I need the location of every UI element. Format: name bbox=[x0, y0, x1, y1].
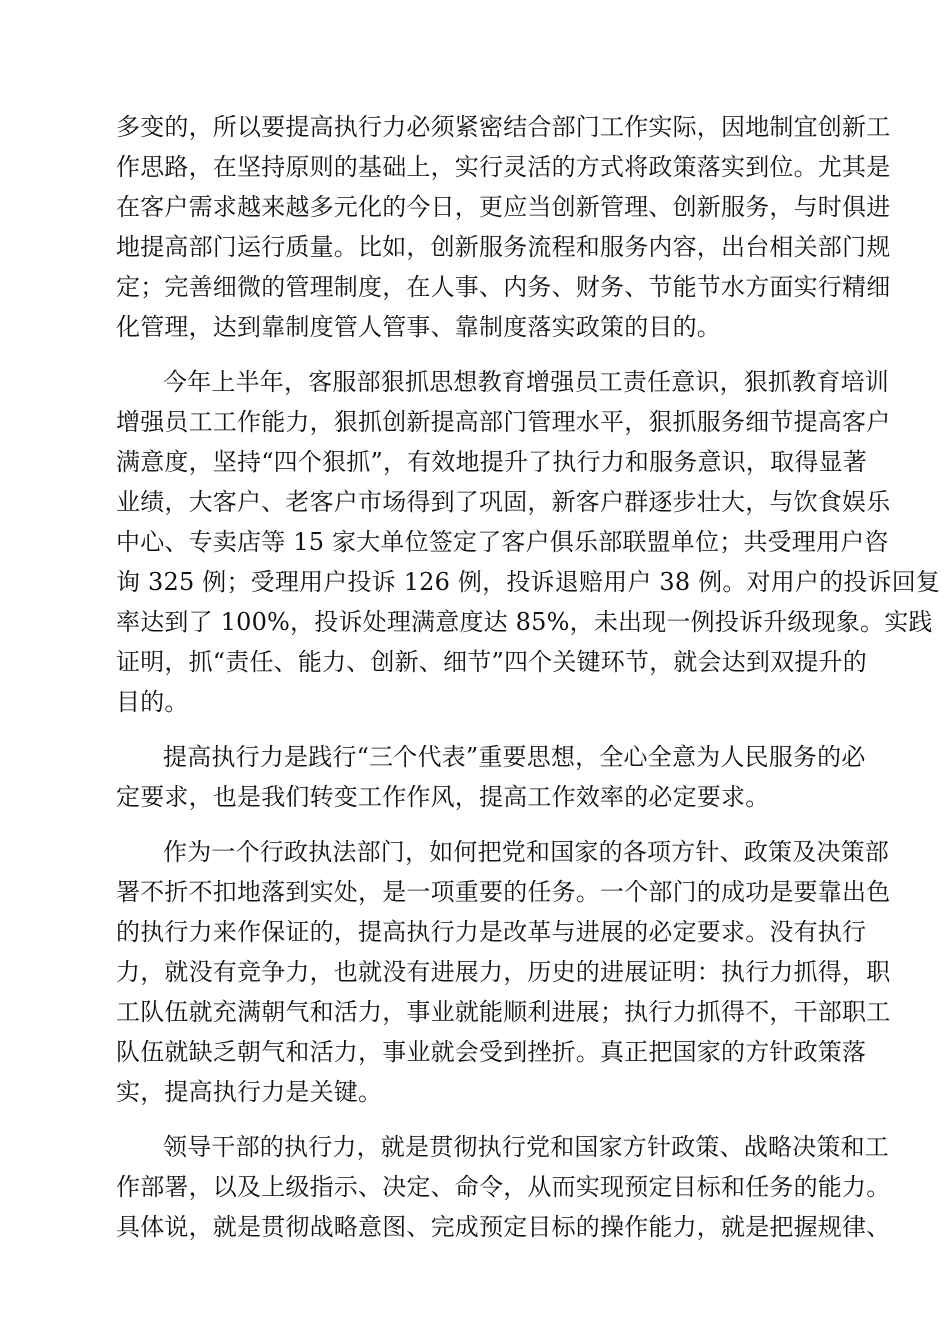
paragraph-2-line-4: 业绩，大客户、老客户市场得到了巩固，新客户群逐步壮大，与饮食娱乐 bbox=[116, 488, 891, 516]
paragraph-5-line-1: 领导干部的执行力，就是贯彻执行党和国家方针政策、战略决策和工 bbox=[163, 1133, 889, 1161]
paragraph-4-line-4: 力，就没有竞争力，也就没有进展力，历史的进展证明：执行力抓得，职 bbox=[116, 958, 891, 986]
paragraph-5-line-3: 具体说，就是贯彻战略意图、完成预定目标的操作能力，就是把握规律、 bbox=[116, 1213, 891, 1241]
paragraph-4-line-2: 署不折不扣地落到实处，是一项重要的任务。一个部门的成功是要靠出色 bbox=[116, 878, 891, 906]
paragraph-2-line-6: 询 325 例；受理用户投诉 126 例，投诉退赔用户 38 例。对用户的投诉回复 bbox=[116, 568, 941, 596]
paragraph-4-line-3: 的执行力来作保证的，提高执行力是改革与进展的必定要求。没有执行 bbox=[116, 918, 867, 946]
paragraph-2-line-5: 中心、专卖店等 15 家大单位签定了客户俱乐部联盟单位；共受理用户咨 bbox=[116, 528, 889, 556]
paragraph-1-line-3: 在客户需求越来越多元化的今日，更应当创新管理、创新服务，与时俱进 bbox=[116, 193, 891, 221]
paragraph-2-line-1: 今年上半年，客服部狠抓思想教育增强员工责任意识，狠抓教育培训 bbox=[163, 368, 889, 396]
paragraph-4-line-6: 队伍就缺乏朝气和活力，事业就会受到挫折。真正把国家的方针政策落 bbox=[116, 1038, 867, 1066]
paragraph-3-line-1: 提高执行力是践行“三个代表”重要思想，全心全意为人民服务的必 bbox=[163, 743, 866, 771]
paragraph-4-line-5: 工队伍就充满朝气和活力，事业就能顺利进展；执行力抓得不，干部职工 bbox=[116, 998, 891, 1026]
paragraph-2-line-2: 增强员工工作能力，狠抓创新提高部门管理水平，狠抓服务细节提高客户 bbox=[116, 408, 891, 436]
paragraph-2-line-9: 目的。 bbox=[116, 688, 189, 716]
paragraph-1-line-2: 作思路，在坚持原则的基础上，实行灵活的方式将政策落实到位。尤其是 bbox=[116, 153, 891, 181]
paragraph-5-line-2: 作部署，以及上级指示、决定、命令，从而实现预定目标和任务的能力。 bbox=[116, 1173, 891, 1201]
paragraph-4-line-7: 实，提高执行力是关键。 bbox=[116, 1078, 383, 1106]
paragraph-1-line-6: 化管理，达到靠制度管人管事、靠制度落实政策的目的。 bbox=[116, 313, 721, 341]
paragraph-4-line-1: 作为一个行政执法部门，如何把党和国家的各项方针、政策及决策部 bbox=[163, 838, 889, 866]
paragraph-1-line-4: 地提高部门运行质量。比如，创新服务流程和服务内容，出台相关部门规 bbox=[116, 233, 891, 261]
paragraph-1-line-5: 定；完善细微的管理制度，在人事、内务、财务、节能节水方面实行精细 bbox=[116, 273, 891, 301]
paragraph-3-line-2: 定要求，也是我们转变工作作风，提高工作效率的必定要求。 bbox=[116, 783, 770, 811]
paragraph-1-line-1: 多变的，所以要提高执行力必须紧密结合部门工作实际，因地制宜创新工 bbox=[116, 113, 891, 141]
paragraph-2-line-8: 证明，抓“责任、能力、创新、细节”四个关键环节，就会达到双提升的 bbox=[116, 648, 867, 676]
paragraph-2-line-7: 率达到了 100%，投诉处理满意度达 85%，未出现一例投诉升级现象。实践 bbox=[116, 608, 933, 636]
paragraph-2-line-3: 满意度，坚持“四个狠抓”，有效地提升了执行力和服务意识，取得显著 bbox=[116, 448, 867, 476]
